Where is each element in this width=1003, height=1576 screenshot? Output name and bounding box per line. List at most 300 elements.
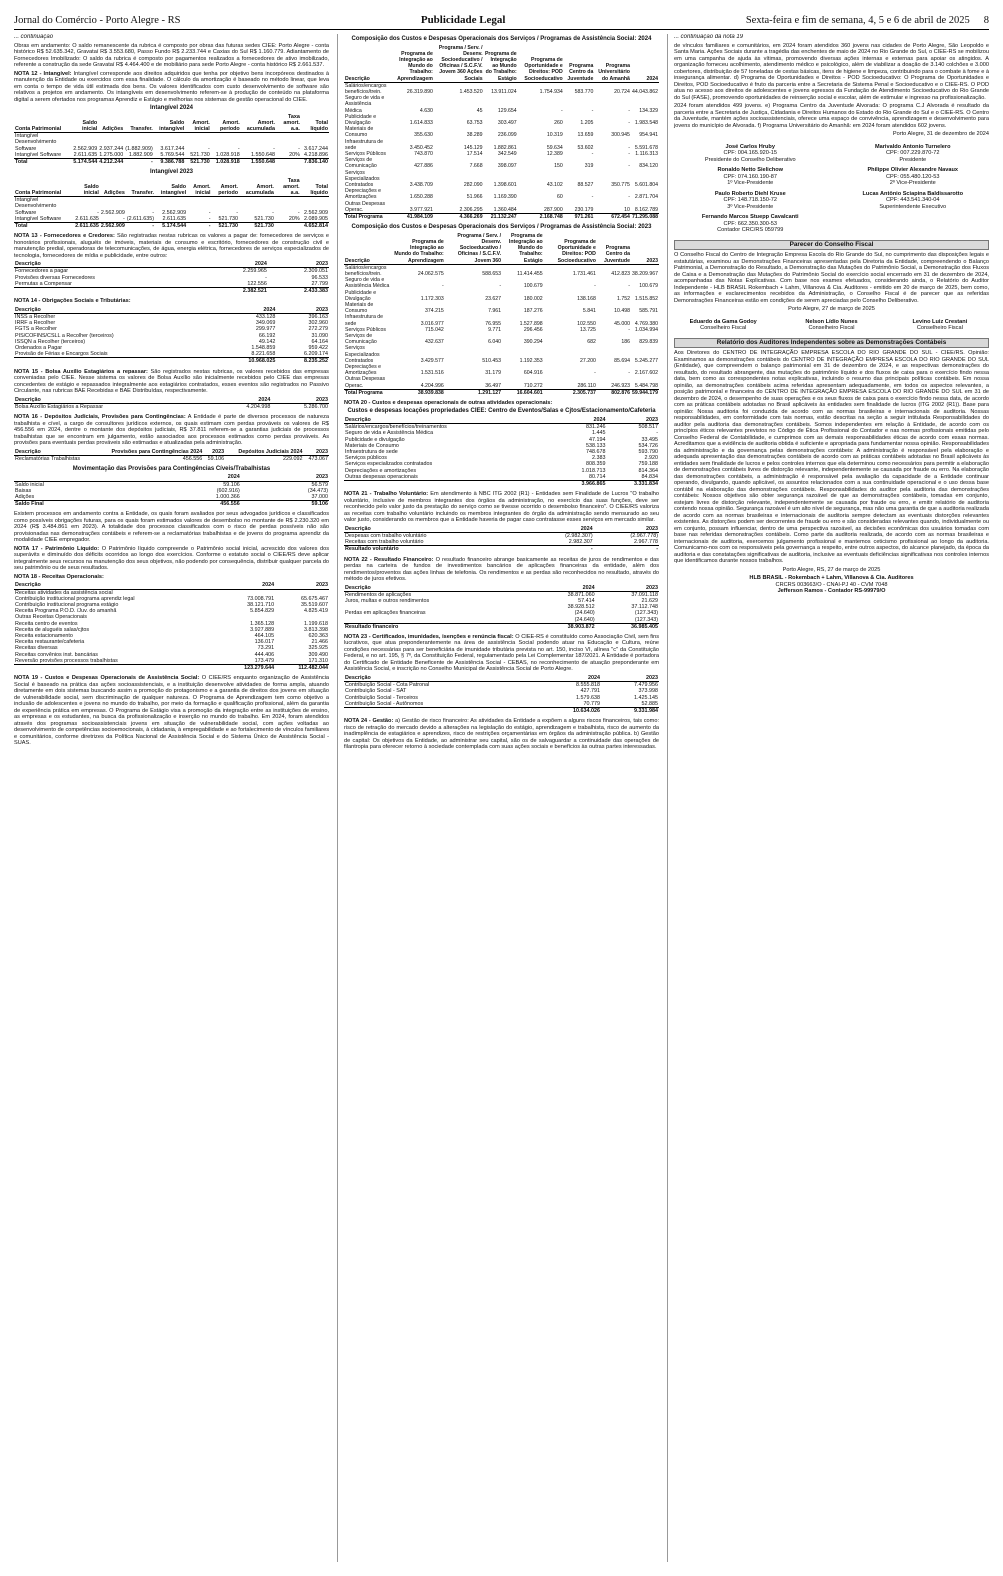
table-cell: 1.192.353 (519, 357, 543, 364)
note-title: NOTA 15 - Bolsa Auxílio Estagiários a repassar: (14, 368, 148, 375)
table-cell: 38.121.710 (247, 602, 275, 609)
table-cell: 286.110 (577, 382, 596, 389)
programas-2023-table (344, 233, 659, 396)
table-row (344, 623, 659, 630)
column-header: Amort. acumulada (241, 114, 276, 133)
table-row (344, 314, 659, 326)
table-row (14, 288, 329, 295)
column-header: 2024 (207, 261, 268, 268)
table-cell: 129.654 (497, 107, 517, 114)
table-row (344, 126, 659, 138)
table-cell: 36.985.405 (596, 623, 659, 630)
column-header: Amort. acumulada (239, 178, 275, 197)
table-cell: Receitas convênios inst. bancárias (15, 651, 98, 658)
table-cell: Saldo Final (14, 501, 137, 508)
column-right (667, 34, 989, 1562)
parecer-signatures (674, 319, 989, 332)
table-cell: 319 (584, 163, 594, 170)
table-cell: 2.383 (591, 455, 606, 462)
table-cell: 342.549 (497, 150, 517, 157)
note-title: NOTA 13 - Fornecedores e Credores: (14, 233, 115, 240)
table-cell: 1.000.366 (215, 494, 240, 501)
note-text: O CIEE-RS é constituído como Associação Civil, sem fins lucrativos, que atua preponderantemente na área de assistência Social podendo atuar na Educação e Cultura, reúne condições necessárias para ser beneficiária de imunidade tributária prevista no art. 150, inciso VI, alínea "c" da Constituição Federal, e no art. 195, § 7º, da Constituição Federal, regulamentado pela Lei Complementar 187/2021. A Entidade é portadora do Certificado de Entidade Beneficente de Assistência Social - CEBAS, no reconhecimento de atuação preponderante em Assistência Social, e inscrição no Conselho Municipal de Assistência Social de Porto Alegre. (344, 633, 659, 673)
fornecedores-table (14, 261, 329, 294)
table-cell: 814.364 (638, 467, 658, 474)
signatory-role: Superintendente Executivo (879, 203, 947, 210)
column-header: 2024 (536, 675, 601, 682)
table-cell: 302.960 (308, 320, 328, 327)
table-row (14, 313, 329, 320)
table-cell: 4.204.998 (246, 403, 271, 410)
table-cell: (602.916) (216, 487, 240, 494)
signatures-date: Porto Alegre, 31 de dezembro de 2024 (892, 131, 989, 137)
table-cell: Resultado voluntário (344, 546, 528, 553)
table-cell: 390.294 (523, 339, 543, 346)
note-title: NOTA 16 - Depósitos Judiciais, Provisões para Contingências: (14, 414, 186, 420)
programs-text-2: 2024 foram atendidos 499 jovens. e) Programa Centro da Juventude Alvorada: O programa C.J Alvorada é resultado da parceria entre a Secretaria de Justiça, Cidadania e Direitos Humanos do Estado do Rio Grande do Sul e o CIEE-RS. O Centro da Juventude, mantém ações socioassistenciais, oferece uma espaço de convivência, aprendizagem e desenvolvimento para jovens do município de Alvorada. f) Programa Universitário do Amanhã: em 2024 foram atendidos 602 jovens. (674, 103, 989, 129)
table-cell: 173.479 (254, 657, 275, 664)
signature (782, 319, 880, 332)
table-cell: - (237, 145, 240, 152)
table-cell: Materiais de Consumo (345, 301, 374, 315)
table-cell: 2.871.704 (634, 194, 658, 201)
table-row (14, 268, 329, 275)
voluntario-table (344, 526, 659, 553)
table-cell: 4.652.814 (301, 223, 329, 230)
table-cell: 100.679 (639, 283, 658, 290)
note-20 (344, 400, 659, 407)
note-text: A Entidade é parte de diversos processos de natureza trabalhista e cível, a cargo de consultores jurídicos externos, os quais estimam com perdas prováveis os valores de R$ 456.556 em 2024, dentre o montante dos depósitos judiciais, R$ 37.811 referem-se a garantias judiciais de processos trabalhistas que se encontram em julgamento, estão associados aos processos estimados como perdas prováveis. As provisões para eventuais perdas prováveis são estimadas e atualizadas pela administração. (14, 414, 329, 446)
column-header: Descrição (344, 417, 554, 424)
table-cell: 5.286.700 (304, 403, 328, 410)
note-title: NOTA 22 - Resultado Financeiro: (344, 556, 434, 563)
table-cell: 588.653 (482, 270, 502, 277)
table-cell: - (124, 158, 154, 165)
table-cell: 2.306.295 (459, 206, 483, 213)
table-cell: - (126, 223, 155, 230)
table-cell: 2.562.909 (100, 223, 125, 230)
signature (891, 319, 989, 332)
column-header: 2024 (528, 526, 593, 533)
column-header: Programa de Integração ao Mundo do Trabalho: Estágio (502, 233, 544, 265)
table-cell: 186 (621, 339, 630, 346)
table-cell: - (628, 326, 630, 333)
note-title: NOTA 14 - Obrigações Sociais e Tributárias: (14, 298, 131, 305)
obras-paragraph: Obras em andamento: O saldo remanescente da rubrica é composto por obras das futuras sedes CIEE: Porto Alegre - conta histórico R$ 52.635.342, Gravataí R$ 3.553.680, Passo Fundo R$ 2.233.744 e Caxias do Sul R$ 1.160.779. Adiantamento de Fornecedores Imobilizado: O saldo da rubrica é composto por pagamentos realizados a fornecedores de ativo imobilizado, referente a construção da sede Gravataí R$ 4.464.400 e de mobiliário para sede Porto Alegre - conta histórico R$ 2.661.537. (14, 42, 329, 68)
column-header: 2024 (137, 474, 241, 481)
column-header: Programa de Oportunidade e Direitos: POD Socioeducativo (518, 45, 564, 83)
table-row (14, 589, 329, 596)
table-cell: - (591, 194, 594, 201)
table-cell: 1.882.909 (128, 151, 153, 158)
table-cell: 521.730 (254, 215, 274, 222)
table-cell: 73.008.791 (247, 595, 275, 602)
table-cell: Serviços Públicos (345, 150, 386, 157)
table-cell: 3.331.834 (606, 481, 659, 488)
table-cell: IRRF a Recolher (15, 320, 56, 327)
table-row (344, 682, 659, 689)
table-cell: 682 (587, 339, 596, 346)
newspaper-name: Jornal do Comércio - Porto Alegre - RS (14, 15, 181, 26)
table-caption: Intangível 2023 (149, 169, 194, 176)
table-cell: 45.000 (614, 320, 630, 327)
table-cell: 44.043.862 (632, 88, 658, 95)
column-header: Descrição (344, 45, 390, 83)
parecer-date: Porto Alegre, 27 de março de 2025 (788, 306, 875, 312)
section-title: Publicidade Legal (420, 14, 506, 26)
note-text: Em atendimento à NBC ITG 2002 (R1) - Entidades sem Finalidade de Lucros "O trabalho voluntário, inclusive de membros integrantes dos órgãos da administração, no exercício das suas funções, deve ser reconhecido pelo valor justo da prestação do serviço como se tivesse ocorrido o desembolso financeiro". O CIEE/RS valoriza as receitas com trabalho voluntário incluindo os membros integrantes do órgão da administração sendo mensurado ao seu valor justo, considerando os membros que a Entidade haveria de pagar caso contratasse esses serviços em mercado similar. (344, 491, 659, 524)
table-cell: Fornecedores a pagar (15, 268, 69, 275)
table-header-row (14, 449, 329, 456)
table-cell: Total Programa (344, 389, 393, 396)
note-text: O resultado financeiro abrange basicamente as receitas de juros de rendimentos e das perdas na carteira de fundos de investimentos bancários de aplicações financeiras da entidade, além dos rendimentos/proventos das ações linhas de telefonia. Os rendimentos e as perdas são reconhecidos no resultado, através do método de juros efetivos. (344, 556, 659, 583)
table-cell: 309.490 (308, 651, 328, 658)
table-cell: 829.839 (639, 339, 658, 346)
table-cell: 585.791 (639, 308, 658, 315)
signatory-name: José Carlos Hruby (725, 143, 775, 150)
table-cell: 521.730 (212, 223, 239, 230)
note-13 (14, 233, 329, 259)
table-cell: 2.168.748 (518, 213, 564, 220)
contingencias-table (14, 449, 329, 462)
table-cell: Rendimentos de aplicações (345, 591, 412, 598)
relatorio-date: Porto Alegre, RS, 27 de março de 2025 (782, 566, 881, 573)
table-cell: 802.876 (597, 389, 631, 396)
table-cell: - (97, 209, 99, 216)
table-cell: Intangível Desenvolvimento Software (15, 197, 57, 216)
column-header: Descrição (14, 397, 214, 404)
table-cell: 10.498 (614, 308, 630, 315)
table-cell: Perdas em aplicações financeiras (345, 610, 426, 617)
note-24 (344, 718, 659, 751)
table-row (344, 424, 659, 431)
table-cell: 538.133 (585, 442, 606, 449)
column-header: Programa de Integração ao Mundo do Trabalho: Estágio (484, 45, 518, 83)
table-cell: 31.179 (485, 370, 502, 377)
table-row (344, 264, 659, 277)
table-row (14, 216, 329, 223)
table-cell: 150 (554, 163, 563, 170)
table-cell: 2.089.905 (304, 215, 328, 222)
table-cell: Receitas atividades da assistência social (15, 589, 113, 596)
table-cell: Receita Programa P.O.D. /Juv. do amanhã (15, 608, 117, 615)
table-cell: 5.601.804 (634, 181, 658, 188)
note-title: NOTA 19 - Custos e Despesas Operacionais de Assistência Social: (14, 675, 200, 682)
table-cell: Permutas a Compensar (15, 280, 72, 287)
column-header: Conta Patrimonial (14, 114, 70, 133)
table-cell: 38.871.060 (567, 591, 595, 598)
table-cell: 112.482.044 (275, 665, 329, 672)
note-15 (14, 369, 329, 395)
note-text: a) Gestão de risco financeiro: As atividades da Entidade a expõem a alguns riscos financeiros, tais como: risco de retração do mercado devido a alterações na legislação do estágio, aprendizagem e trabalhista, risco de aumento da inadimplência de estagiários e aprendizes, risco de restrições orçamentárias em órgãos da administração pública. b) Gestão de capital: Os objetivos da Entidade, ao administrar seu capital, são os de salvaguardar a continuidade das operações de filantropia para oferecer retorno à sociedade contemplada com suas ações sociais e benefícios às outras partes interessadas. (344, 718, 659, 751)
signature-block (674, 144, 989, 234)
table-cell: - (628, 150, 630, 157)
table-cell: 33.495 (641, 436, 658, 443)
intangivel-2024-table (14, 114, 329, 166)
table-cell: 45 (476, 107, 483, 114)
column-header: Total líquido (301, 178, 329, 197)
relatorio-text: Aos Diretores do CENTRO DE INTEGRAÇÃO EMPRESA ESCOLA DO RIO GRANDE DO SUL - CIEE/RS. Opinião: Examinamos as demonstrações contábeis do CENTRO DE INTEGRAÇÃO EMPRESA ESCOLA DO RIO GRANDE DO SUL (Entidade), que compreendem o balanço patrimonial em 31 de dezembro de 2024, e as respectivas demonstrações do resultado, do resultado abrangente, das mutações do patrimônio líquido e dos fluxos de caixa para o exercício findo nessa data, bem como as correspondentes notas explicativas, incluindo o resumo das principais políticas contábeis. Em nossa opinião, as demonstrações contábeis acima referidas apresentam adequadamente, em todos os aspectos relevantes, a posição patrimonial e financeira do CENTRO DE INTEGRAÇÃO EMPRESA ESCOLA DO RIO GRANDE DO SUL em 31 de dezembro de 2024, o desempenho de suas operações e os seus fluxos de caixa para o exercício findo nessa data, de acordo com as práticas contábeis adotadas no Brasil aplicáveis às entidades sem finalidade de lucros (ITG 2002 (R1)). Base para opinião: Nossa auditoria foi conduzida de acordo com as normas brasileiras e internacionais de auditoria. Nossas responsabilidades, em conformidade com tais normas, estão descritas na seção a seguir intitulada Responsabilidades do auditor pela auditoria das demonstrações contábeis. Somos independentes em relação à Entidade, de acordo com os princípios éticos relevantes previstos no Código de Ética Profissional do Contador e nas normas profissionais emitidas pelo Conselho Federal de Contabilidade, e cumprimos com as demais responsabilidades éticas de acordo com essas normas. Acreditamos que a evidência de auditoria obtida é suficiente e apropriada para fundamentar nossa opinião. Responsabilidades da administração e da governança pelas demonstrações contábeis: A administração é responsável pela elaboração e adequada apresentação das demonstrações contábeis de acordo com as práticas contábeis adotadas no Brasil aplicáveis às entidades sem finalidade de lucros e pelos controles internos que ela determinou como necessários para permitir a elaboração de demonstrações contábeis livres de distorção relevante, independentemente se causada por fraude ou erro. Na elaboração das demonstrações contábeis, a administração é responsável pela avaliação da capacidade de a Entidade continuar operando, divulgando, quando aplicável, os assuntos relacionados com a sua continuidade operacional e o uso dessa base contábil na elaboração das demonstrações contábeis. Responsabilidades do auditor pela auditoria das demonstrações contábeis: Nossos objetivos são obter segurança razoável de que as demonstrações contábeis, tomadas em conjunto, estejam livres de distorção relevante, independentemente se causada por fraude ou erro, e emitir relatório de auditoria contendo nossa opinião. Segurança razoável é um alto nível de segurança, mas não uma garantia de que a auditoria realizada de acordo com as normas brasileiras e internacionais de auditoria sempre detectam as eventuais distorções relevantes existentes. As distorções podem ser decorrentes de fraude ou erro e são consideradas relevantes quando, individualmente ou em conjunto, possam influenciar, dentro de uma perspectiva razoável, as decisões econômicas dos usuários tomadas com base nas referidas demonstrações contábeis. Como parte da auditoria realizada, de acordo com as normas brasileiras e internacionais de auditoria, exercemos julgamento profissional e mantemos ceticismo profissional ao longo da auditoria. Comunicamo-nos com os responsáveis pela governança a respeito, entre outros aspectos, do alcance planejado, da época da auditoria e das constatações significativas de auditoria, inclusive as eventuais deficiências significativas nos controles internos que identificamos durante nossos trabalhos. (674, 350, 989, 564)
table-cell: 27.799 (311, 280, 328, 287)
table-row (344, 188, 659, 200)
table-cell: - (560, 107, 563, 114)
signatory-role: Presidente do Conselho Deliberativo (704, 156, 796, 163)
table-header-row (14, 261, 329, 268)
table-cell: (24.640) (574, 616, 595, 623)
table-cell: 37.000 (311, 494, 328, 501)
table-row (14, 158, 329, 165)
table-cell: 24.062.575 (417, 270, 444, 277)
table-row (14, 281, 329, 288)
signatory-name: Lucas Antônio Sciapina Baldissarotto (862, 190, 963, 197)
table-cell: 136.017 (254, 639, 275, 646)
table-cell: Juros, multas e outros rendimentos (345, 597, 430, 604)
note-text: O CIEE/RS enquanto organização de Assistência Social é baseado na prática das ações socioassistenciais, e a instituição desenvolve atividades de forma ampla, atuando diretamente em dois sistemas buscando assim a promoção do protagonismo e a garantia de direitos dos jovens em situação de vulnerabilidade social, sem discriminação de qualquer natureza. O Programa de Aprendizagem tem como objetivo a inclusão de adolescentes e jovens no mundo do trabalho, por meio da formação e qualificação profissional, além da garantia de experiência prática em empresas. O Programa de Estágio visa a promoção da integração entre as instituições de ensino, as empresas e os estudantes, na busca da profissionalização e inserção no mundo do trabalho. Em 2024, foram atendidos através dos programas socioassistenciais jovens em situação de vulnerabilidade social, com ações voltadas ao desenvolvimento de competências socioemocionais, à cidadania, à empregabilidade e ao fortalecimento de vínculos familiares e comunitários, conforme diretrizes da Política Nacional de Assistência Social e do Sistema Único de Assistência Social - SUAS. (14, 675, 329, 747)
column-header: Amort. inicial (187, 178, 211, 197)
columns (14, 34, 989, 1562)
table-cell: 1.445 (591, 430, 606, 437)
table-cell: Serviços Especializados Contratados (345, 169, 380, 188)
table-cell: Total (14, 158, 70, 165)
table-cell (344, 707, 536, 714)
table-cell: 35.519.607 (301, 602, 328, 609)
table-header-row (14, 397, 329, 404)
signatory-id: CPF: 443.541.340-04 (886, 197, 940, 203)
table-cell: 427.886 (414, 163, 433, 170)
signature (674, 214, 827, 234)
table-cell: 84.834 (641, 473, 658, 480)
table-cell: Serviços Especializados Contratados (345, 345, 380, 364)
table-cell: 9.331.984 (601, 707, 659, 714)
column-header: 2023 (601, 675, 659, 682)
table-cell: 8.235.252 (276, 358, 329, 365)
table-cell: Contribuição Social - SAT (345, 688, 407, 695)
table-cell: 1.169.390 (493, 194, 517, 201)
column-header: Saldo intangível (154, 114, 186, 133)
table-cell: 1.882.861 (493, 144, 517, 151)
table-cell: Materiais de Consumo (345, 442, 399, 449)
table-cell: 4.366.269 (434, 213, 484, 220)
signature (674, 167, 827, 187)
table-cell: 10.319 (546, 132, 563, 139)
note-14 (14, 298, 329, 305)
table-cell: 1.579.638 (576, 694, 601, 701)
table-cell: 2.562.909 (100, 209, 125, 216)
table-cell: Receitas diversas (15, 645, 58, 652)
column-header: 2023 (606, 417, 659, 424)
table-cell: Salários/encargos/benefícios/treinamentos (345, 424, 447, 431)
signatory-role: Conselheiro Fiscal (808, 325, 855, 331)
table-cell: 43.102 (546, 181, 563, 188)
table-row (14, 494, 329, 501)
table-cell: 5.591.678 (634, 144, 658, 151)
table-cell: Total (14, 223, 72, 230)
table-cell: - (272, 209, 274, 216)
table-cell: Outras Despesas Operac. (345, 376, 386, 389)
table-cell: 3.617.244 (160, 145, 185, 152)
column-header: Adições (100, 178, 126, 197)
table-cell: 350.775 (611, 181, 630, 188)
programs-text: de vínculos familiares e comunitários, em 2024 foram atendidos 360 jovens nas cidades de Porto Alegre, São Leopoldo e Santa Maria. Ações Sociais durante a tragédia das enchentes de maio de 2024 no Rio Grande do Sul, o CIEE-RS se mobilizou em uma campanha de ajuda às vítimas, promovendo diversas ações internas e externas para apoiar os atingidos. A organização forneceu acolhimento, atendimento médico e psicológico, além de viabilizar a doação de 3.140 colchões e 3.000 cobertores, distribuição de 57 toneladas de cestas básicas, itens de higiene e limpeza, contribuindo para o combate à fome e à insegurança alimentar. d) Programa de Oportunidades e Direitos - POD Socioeducativo: O Programa de Oportunidades e Direitos, POD Socioeducativo é fruto da parceria entre a Secretaria de Sistema Penal e Socioeducativo e o CIEE-RS. O POD atua no acesso aos direitos de adolescentes e jovens egressos da Fundação de Atendimento Socioeducativo do Rio Grande do Sul (FASE), promovendo oportunidades de reinserção social e escolar, além de estimular e ingresso na profissionalização. (674, 42, 989, 101)
table-cell: 831.246 (585, 424, 606, 431)
table-cell: Depreciações e Amortizações (345, 363, 382, 377)
outras-atividades-table (344, 417, 659, 487)
table-cell: 296.456 (523, 326, 543, 333)
table-cell: 5.854.829 (250, 608, 275, 615)
table-cell: 272.279 (308, 326, 328, 333)
table-cell: 171.310 (308, 657, 328, 664)
parecer-title: Parecer do Conselho Fiscal (674, 240, 989, 251)
column-header: 2023 (271, 397, 329, 404)
table-cell: 521.730 (185, 158, 210, 165)
table-cell: 102.550 (577, 320, 596, 327)
table-cell: - (591, 107, 594, 114)
table-cell: 300.945 (611, 132, 630, 139)
table-cell: 1.365.128 (250, 620, 275, 627)
table-header-row (344, 233, 659, 265)
column-header: 2023 (203, 449, 225, 456)
table-row (344, 82, 659, 95)
column-header: Programa de Oportunidade e Direitos: POD Socioeducativo (544, 233, 597, 265)
column-header: Saldo intangível (155, 178, 187, 197)
table-cell: 1.275.000 (99, 151, 124, 158)
table-cell: Receita de aluguéis salas/cjtos (15, 626, 90, 633)
table-cell: Serviços de Comunicação (345, 157, 377, 170)
continuation-label: ... continuação da nota 19 (674, 34, 744, 40)
signatory-name: Paulo Roberto Diehl Kruse (714, 190, 786, 197)
table-cell: 508.517 (638, 424, 658, 431)
column-header: Provisões para Contingências 2024 (93, 449, 203, 456)
signature (674, 144, 827, 164)
table-cell: Serviços especializados contratados (345, 461, 433, 468)
table-cell: 299.977 (255, 326, 276, 333)
table-cell: 47.194 (588, 436, 606, 443)
column-header: 2024 (554, 417, 607, 424)
table-cell: 4.630 (419, 107, 433, 114)
table-cell: (1.882.909) (125, 145, 153, 152)
table-cell: Contribuição Social - Autônomos (345, 700, 424, 707)
table-cell: Seguro de vida e Assistência Médica (345, 277, 390, 290)
note-16 (14, 414, 329, 447)
table-caption: Movimentação das Provisões para Contingências Cíveis/Trabalhistas (72, 465, 271, 472)
resultado-financeiro-table (344, 585, 659, 630)
table-cell: Salários/encargos benefícios/trein. (345, 82, 387, 95)
table-cell: 65.675.467 (301, 595, 328, 602)
table-cell: 373.998 (638, 688, 658, 695)
table-cell: 122.556 (247, 280, 267, 287)
table-cell: - (265, 274, 267, 281)
column-header: 2024 (532, 585, 595, 592)
table-cell: Despesas com trabalho voluntário (345, 532, 427, 539)
table-cell: Reversão provisões processos trabalhistas (15, 657, 118, 664)
table-cell (344, 617, 532, 624)
table-cell: 808.359 (585, 461, 606, 468)
table-cell: 80.714 (588, 473, 606, 480)
table-cell: 2.167.602 (634, 370, 658, 377)
table-cell: 138.168 (577, 295, 596, 302)
table-cell: 2.562.909 (304, 209, 328, 216)
table-cell: 12.389 (546, 150, 563, 157)
column-header: Amort. período (211, 114, 241, 133)
table-cell: 834.120 (639, 163, 658, 170)
signatory-id: CPF: 662.350.300-53 (723, 220, 777, 227)
note-text: O Patrimônio líquido compreende o Patrimônio social inicial, acrescido dos valores dos superávits e diminuído dos déficits ocorridos ao longo dos exercícios. Conforme o estatuto social o CIEE/RS deve aplicar integralmente seus recursos na manutenção dos seus objetivos, não podendo por consequência, distribuir qualquer parcela do seu patrimônio ou de seus resultados. (14, 545, 329, 572)
table-cell: - (207, 145, 210, 152)
table-cell: 38.903.872 (532, 623, 595, 630)
table-row (14, 351, 329, 358)
table-cell: 1.199.618 (304, 620, 328, 627)
table-row (344, 617, 659, 624)
table-cell: 8.162.789 (634, 206, 658, 213)
column-header: 2024 (631, 45, 659, 83)
column-header: Amort. inicial (185, 114, 210, 133)
table-cell: Publicidade e divulgação (345, 436, 405, 443)
table-cell: 2.382.521 (207, 288, 268, 295)
table-cell: 20% (288, 215, 300, 222)
table-cell: 743.870 (414, 150, 433, 157)
table-cell: - (298, 145, 300, 152)
table-cell: 96.533 (311, 274, 328, 281)
table-cell: INSS a Recolher (15, 313, 56, 320)
table-cell (275, 223, 301, 230)
table-cell: - (628, 144, 630, 151)
table-cell: PIS/COFINS/CSLL a Recolher (terceiros) (15, 332, 114, 339)
table-cell: - (208, 209, 211, 216)
table-cell: Intangível Software (15, 151, 62, 158)
column-header: 2023 (275, 582, 329, 589)
signatory-name: Levino Luiz Crestani (912, 318, 968, 325)
table-cell: 1.754.934 (539, 88, 563, 95)
table-cell: 36.497 (485, 382, 502, 389)
table-row (344, 302, 659, 314)
table-cell: 9.771 (488, 326, 502, 333)
signatory-role: 2º Vice-Presidente (889, 180, 936, 186)
column-header: Descrição (14, 307, 218, 314)
table-cell: Publicidade e Divulgação (345, 113, 377, 126)
table-cell: 2.920 (644, 455, 658, 462)
table-cell: Receitas com trabalho voluntário (345, 539, 424, 546)
table-cell: - (656, 430, 658, 437)
table-cell: 2.982.307 (568, 539, 593, 546)
table-cell: 7.836.140 (301, 158, 329, 165)
table-row (344, 290, 659, 302)
table-cell: 229.092 (283, 455, 303, 462)
table-cell: 236.099 (497, 132, 517, 139)
table-cell: Provisões diversas Fornecedores (15, 274, 95, 281)
table-cell: 3.450.452 (409, 144, 433, 151)
table-cell: Intangível Software (15, 215, 62, 222)
table-cell: 4.825.419 (304, 608, 328, 615)
column-header: 2023 (276, 307, 329, 314)
table-header-row (344, 675, 659, 682)
table-row (344, 591, 659, 598)
table-cell: 1.453.520 (459, 88, 483, 95)
table-row (344, 157, 659, 169)
note-21 (344, 491, 659, 524)
table-cell: Serviços Públicos (345, 326, 386, 333)
table-cell: 672.454 (594, 213, 631, 220)
table-cell: Publicidade e Divulgação (345, 289, 377, 302)
column-header: Programa de Integração ao Mundo do Trabalho: Aprendizagem (390, 45, 434, 83)
table-cell (276, 158, 301, 165)
column-left (14, 34, 329, 1562)
signatory-role: Conselheiro Fiscal (700, 325, 747, 331)
table-cell: 464.105 (254, 633, 275, 640)
table-cell: (2.967.778) (630, 532, 658, 539)
table-cell: (34.473) (307, 487, 328, 494)
table-cell: 5.245.277 (634, 357, 658, 364)
table-cell: 5.769.544 (160, 151, 185, 158)
